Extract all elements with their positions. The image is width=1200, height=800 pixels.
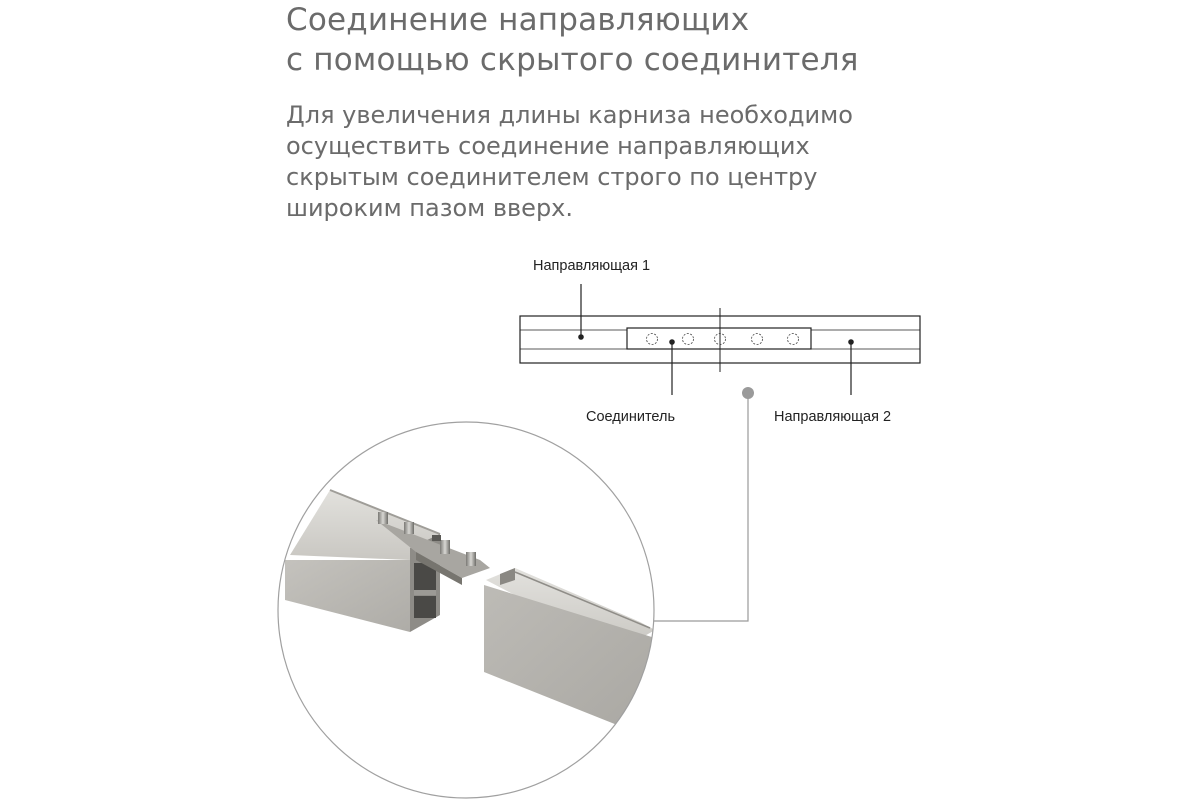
callout-line — [650, 393, 748, 621]
description-line-2: осуществить соединение направляющих — [286, 132, 810, 160]
label-rail-1: Направляющая 1 — [533, 258, 651, 274]
rail-schematic — [520, 308, 920, 372]
title-line-2: с помощью скрытого соединителя — [286, 42, 859, 78]
connector-outline — [627, 328, 811, 349]
title-line-1: Соединение направляющих — [286, 2, 750, 38]
label-connector: Соединитель — [586, 409, 676, 425]
description-line-4: широким пазом вверх. — [286, 194, 574, 222]
label-rail-2: Направляющая 2 — [774, 409, 892, 425]
leader-rail-2-dot — [849, 340, 853, 344]
leader-connector-dot — [670, 340, 674, 344]
description-line-1: Для увеличения длины карниза необходимо — [286, 101, 853, 129]
description-line-3: скрытым соединителем строго по центру — [286, 163, 818, 191]
magnified-photo — [278, 422, 655, 798]
leader-rail-1-dot — [579, 335, 583, 339]
